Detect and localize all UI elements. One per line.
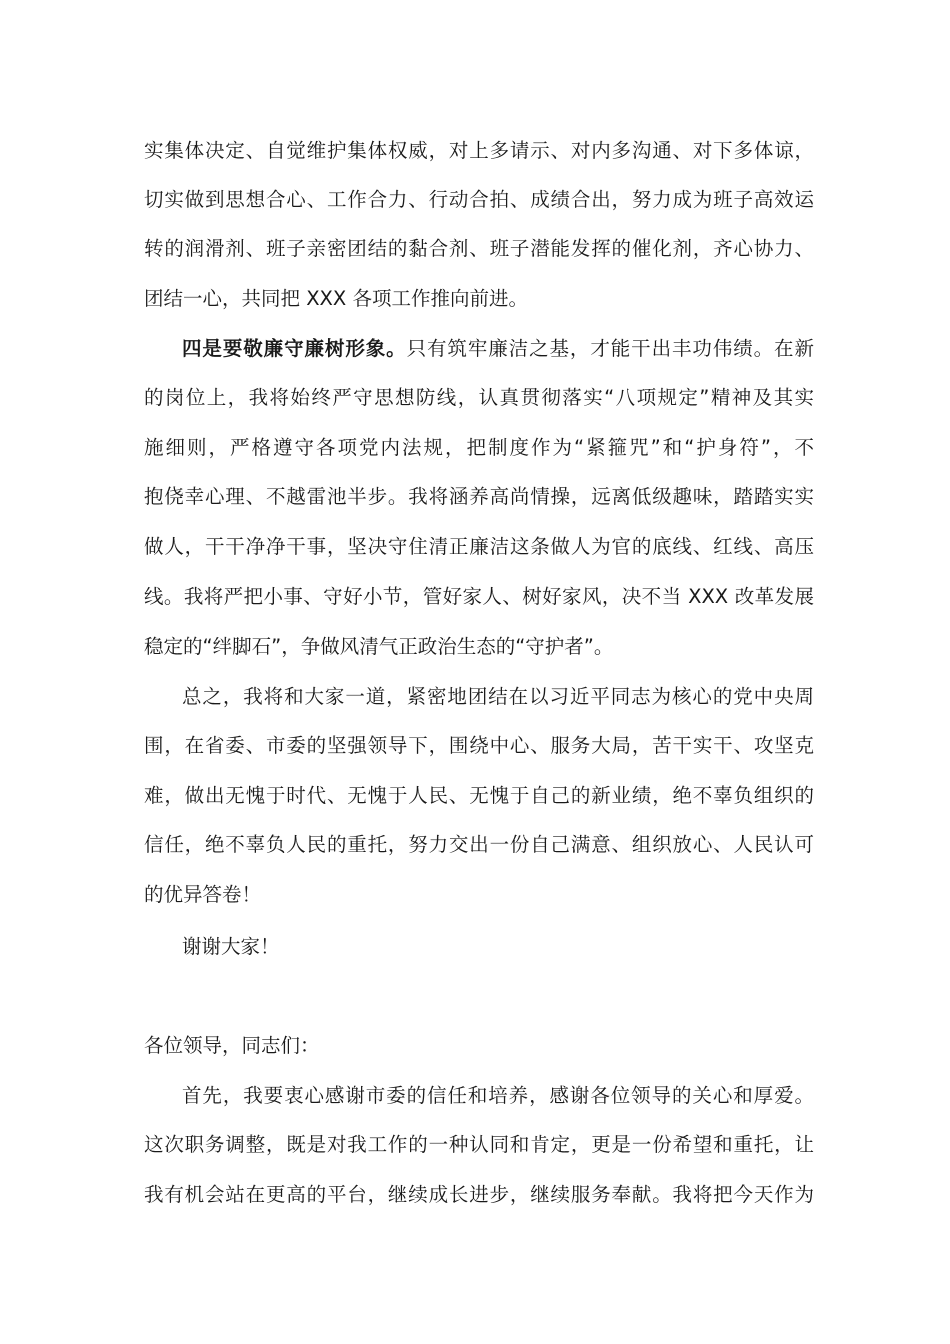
paragraph-2-line: 的岗位上，我将始终严守思想防线，认真贯彻落实“八项规定”精神及其实 (144, 386, 814, 409)
paragraph-1-line: 实集体决定、自觉维护集体权威，对上多请示、对内多沟通、对下多体谅， (144, 139, 814, 162)
paragraph-3-line: 难，做出无愧于时代、无愧于人民、无愧于自己的新业绩，绝不辜负组织的 (144, 784, 814, 807)
paragraph-1-line: 转的润滑剂、班子亲密团结的黏合剂、班子潜能发挥的催化剂，齐心协力、 (144, 237, 814, 260)
paragraph-4-line: 这次职务调整，既是对我工作的一种认同和肯定，更是一份希望和重托，让 (144, 1133, 814, 1156)
paragraph-3-line: 围，在省委、市委的坚强领导下，围绕中心、服务大局，苦干实干、攻坚克 (144, 734, 814, 757)
paragraph-2-line: 稳定的“绊脚石”，争做风清气正政治生态的“守护者”。 (144, 635, 614, 658)
paragraph-2-first-line-text: 只有筑牢廉洁之基，才能干出丰功伟绩。在新 (406, 337, 814, 360)
paragraph-2-heading: 四是要敬廉守廉树形象。 (182, 337, 407, 360)
paragraph-1-line: 团结一心，共同把 XXX 各项工作推向前进。 (144, 287, 528, 310)
paragraph-3-line: 的优异答卷！ (144, 883, 262, 906)
paragraph-1-line: 切实做到思想合心、工作合力、行动合拍、成绩合出，努力成为班子高效运 (144, 188, 814, 211)
closing-thanks: 谢谢大家！ (182, 935, 280, 958)
paragraph-2-line: 施细则，严格遵守各项党内法规，把制度作为“紧箍咒”和“护身符”，不 (144, 436, 814, 459)
paragraph-3-line: 总之，我将和大家一道，紧密地团结在以习近平同志为核心的党中央周 (182, 685, 814, 708)
paragraph-4-line: 我有机会站在更高的平台，继续成长进步，继续服务奉献。我将把今天作为 (144, 1183, 814, 1206)
salutation: 各位领导，同志们： (144, 1034, 320, 1057)
paragraph-2-line: 做人，干干净净干事，坚决守住清正廉洁这条做人为官的底线、红线、高压 (144, 535, 814, 558)
paragraph-2-line: 抱侥幸心理、不越雷池半步。我将涵养高尚情操，远离低级趣味，踏踏实实 (144, 485, 814, 508)
paragraph-4-line: 首先，我要衷心感谢市委的信任和培养，感谢各位领导的关心和厚爱。 (182, 1084, 814, 1107)
paragraph-2-line: 线。我将严把小事、守好小节，管好家人、树好家风，决不当 XXX 改革发展 (144, 585, 814, 608)
paragraph-3-line: 信任，绝不辜负人民的重托，努力交出一份自己满意、组织放心、人民认可 (144, 833, 814, 856)
paragraph-2-first-line (182, 334, 814, 364)
